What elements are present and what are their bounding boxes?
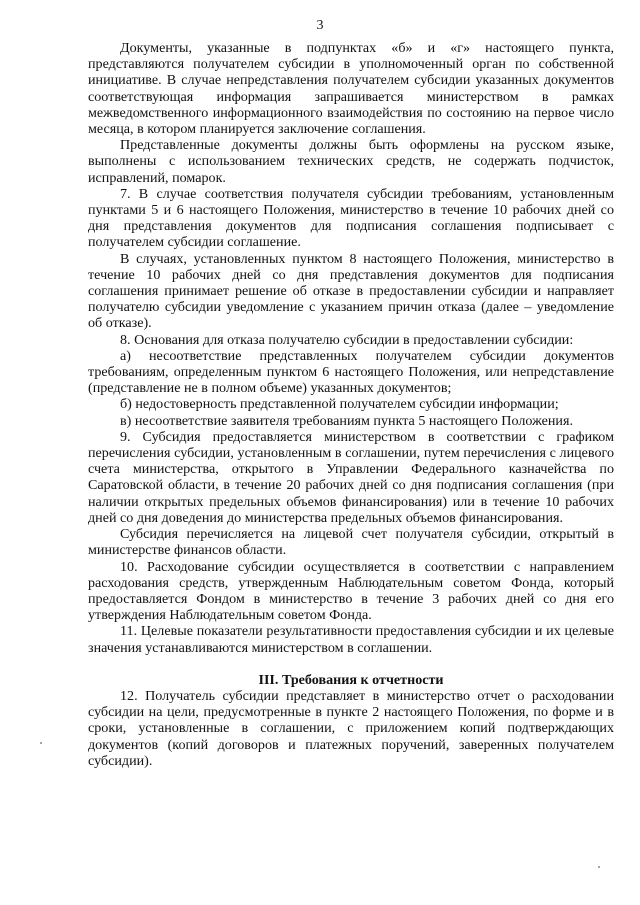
page-number: 3	[316, 18, 324, 33]
paragraph-refusal-decision: В случаях, установленных пунктом 8 настоящего Положения, министерство в течение 10 рабочих дней со дня представления документов для подписания соглашения принимает решение об отказе в предоставлении субсидии и направляет получателю субсидии уведомление с указанием причин отказа (далее – уведомление об отказе).	[88, 250, 614, 332]
list-item-a: а) несоответствие представленных получателем субсидии документов требованиям, определенным пунктом 6 настоящего Положения, или непредставление (представление не в полном объеме) указанных документов;	[88, 347, 614, 397]
paragraph-clause-12: 12. Получатель субсидии представляет в министерство отчет о расходовании субсидии на цели, предусмотренные в пункте 2 настоящего Положения, по форме и в сроки, установленные в соглашении, с приложением копий подтверждающих документов (копий договоров и платежных поручений, заверенных получателем субсидии).	[88, 687, 614, 769]
paragraph-clause-7: 7. В случае соответствия получателя субсидии требованиям, установленным пунктами 5 и 6 настоящего Положения, министерство в течение 10 рабочих дней со дня представления документов для подписания соглашения подписывает с получателем субсидии соглашение.	[88, 185, 614, 251]
scan-speck	[40, 742, 42, 744]
list-item-v: в) несоответствие заявителя требованиям пункта 5 настоящего Положения.	[120, 412, 573, 429]
list-item-b: б) недостоверность представленной получателем субсидии информации;	[120, 396, 559, 413]
paragraph-documents-format: Представленные документы должны быть оформлены на русском языке, выполнены с использованием технических средств, не содержать подчисток, исправлений, помарок.	[88, 137, 614, 186]
paragraph-clause-8: 8. Основания для отказа получателю субсидии в предоставлении субсидии:	[120, 331, 574, 348]
section-heading: III. Требования к отчетности	[258, 671, 444, 688]
document-body	[88, 40, 614, 769]
paragraph-clause-10: 10. Расходование субсидии осуществляется в соответствии с направлением расходования средств, утвержденным Наблюдательным советом Фонда, который предоставляется Фондом в министерство в течение 3 рабочих дней со дня его утверждения Наблюдательным советом Фонда.	[88, 558, 614, 624]
paragraph-clause-9: 9. Субсидия предоставляется министерством в соответствии с графиком перечисления субсидии, установленным в соглашении, путем перечисления с лицевого счета министерства, открытого в Управлении Федерального казначейства по Саратовской области, в течение 20 рабочих дней со дня подписания соглашения (при наличии открытых предельных объемов финансирования) или в течение 10 рабочих дней со дня доведения до министерства предельных объемов финансирования.	[88, 428, 614, 526]
paragraph-transfer-account: Субсидия перечисляется на лицевой счет получателя субсидии, открытый в министерстве финансов области.	[88, 526, 614, 559]
scan-speck	[598, 866, 600, 868]
paragraph-documents-submission: Документы, указанные в подпунктах «б» и «г» настоящего пункта, представляются получателем субсидии в уполномоченный орган по собственной инициативе. В случае непредставления получателем субсидии указанных документов соответствующая информация запрашивается министерством в рамках межведомственного информационного взаимодействия по состоянию на первое число месяца, в котором планируется заключение соглашения.	[88, 40, 614, 138]
paragraph-clause-11: 11. Целевые показатели результативности предоставления субсидии и их целевые значения устанавливаются министерством в соглашении.	[88, 623, 614, 656]
